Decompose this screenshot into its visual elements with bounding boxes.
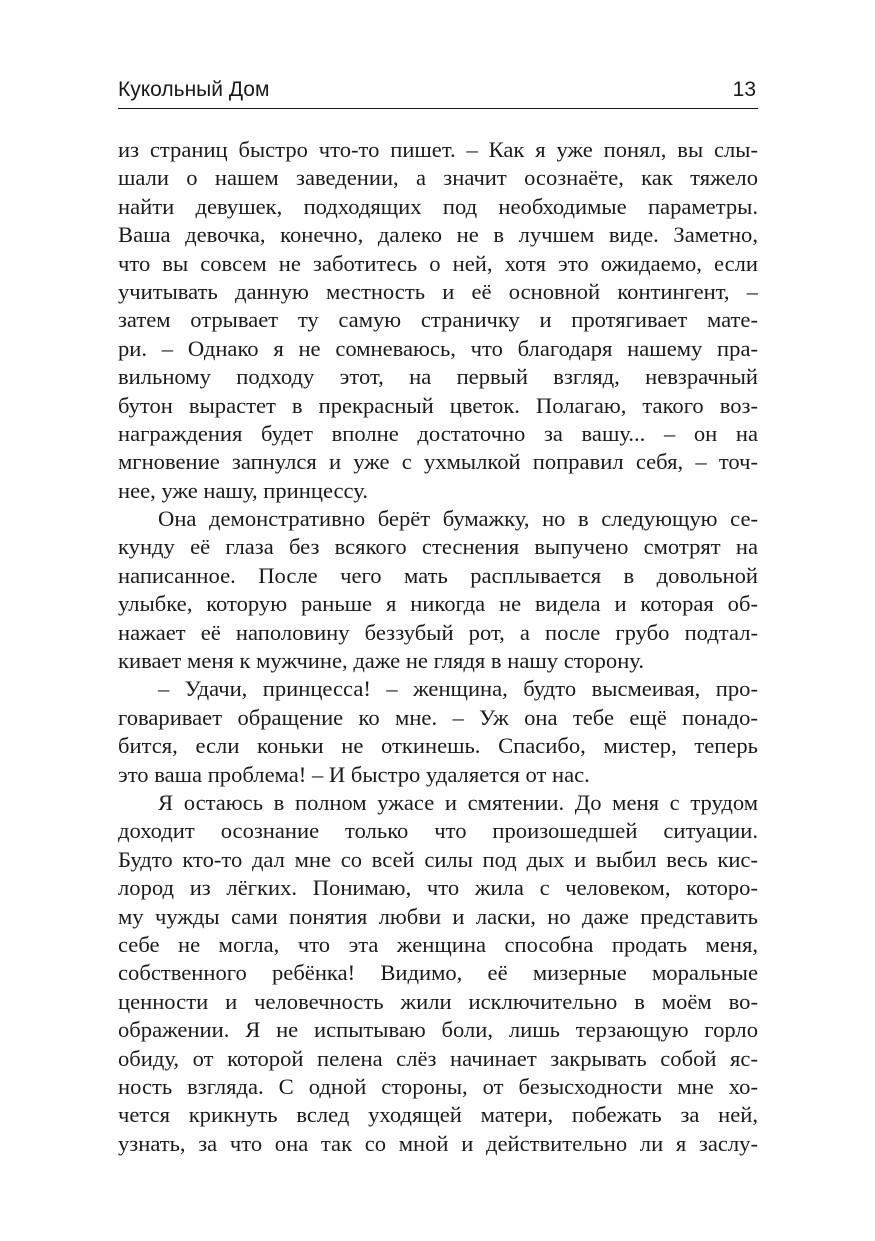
paragraph: [118, 789, 758, 1158]
text-line: чется крикнуть вслед уходящей матери, побежать за ней,: [118, 1102, 758, 1128]
text-line: вильному подходу этот, на первый взгляд, невзрачный: [118, 364, 758, 390]
text-line: шали о нашем заведении, а значит осознаёте, как тяжело: [118, 165, 758, 191]
text-line: улыбке, которую раньше я никогда не видела и которая об-: [118, 591, 758, 617]
text-line: написанное. После чего мать расплывается в довольной: [118, 562, 758, 588]
text-line: найти девушек, подходящих под необходимые параметры.: [118, 193, 758, 219]
text-line: учитывать данную местность и её основной контингент, –: [118, 278, 758, 304]
text-line: ность взгляда. С одной стороны, от безысходности мне хо-: [118, 1073, 758, 1099]
text-line: мгновение запнулся и уже с ухмылкой поправил себя, – точ-: [118, 449, 758, 475]
text-line: му чужды сами понятия любви и ласки, но даже представить: [118, 903, 758, 929]
text-line: ображении. Я не испытываю боли, лишь терзающую горло: [118, 1017, 758, 1043]
text-line: говаривает обращение ко мне. – Уж она тебе ещё понадо-: [118, 704, 758, 730]
text-line: узнать, за что она так со мной и действительно ли я заслу-: [118, 1130, 758, 1156]
text-line: – Удачи, принцесса! – женщина, будто высмеивая, про-: [158, 676, 758, 702]
text-line: Я остаюсь в полном ужасе и смятении. До меня с трудом: [158, 789, 758, 815]
text-line: собственного ребёнка! Видимо, её мизерные моральные: [118, 960, 758, 986]
text-line: Ваша девочка, конечно, далеко не в лучшем виде. Заметно,: [118, 222, 758, 248]
text-line: бится, если коньки не откинешь. Спасибо, мистер, теперь: [118, 733, 758, 759]
text-line: из страниц быстро что-то пишет. – Как я уже понял, вы слы-: [118, 137, 758, 162]
paragraph: [118, 505, 758, 675]
text-line: нажает её наполовину беззубый рот, а после грубо подтал-: [118, 619, 758, 645]
text-line: ценности и человечность жили исключительно в моём во-: [118, 988, 758, 1014]
running-header: [118, 78, 758, 110]
text-line: ри. – Однако я не сомневаюсь, что благодаря нашему пра-: [118, 335, 758, 361]
text-line: это ваша проблема! – И быстро удаляется от нас.: [118, 761, 590, 787]
text-line: награждения будет вполне достаточно за вашу... – он на: [118, 420, 758, 446]
text-line: Будто кто-то дал мне со всей силы под дых и выбил весь кис-: [118, 846, 758, 872]
header-divider: [118, 108, 758, 109]
text-line: доходит осознание только что произошедшей ситуации.: [118, 818, 758, 844]
text-line: затем отрывает ту самую страничку и протягивает мате-: [118, 307, 758, 333]
paragraph: [118, 136, 758, 505]
text-line: обиду, от которой пелена слёз начинает закрывать собой яс-: [118, 1045, 758, 1071]
book-title: Кукольный Дом: [118, 78, 270, 101]
text-line: бутон вырастет в прекрасный цветок. Полагаю, такого воз-: [118, 392, 758, 418]
text-line: что вы совсем не заботитесь о ней, хотя это ожидаемо, если: [118, 250, 758, 276]
text-line: кивает меня к мужчине, даже не глядя в нашу сторону.: [118, 648, 644, 674]
text-line: нее, уже нашу, принцессу.: [118, 477, 368, 503]
text-line: кунду её глаза без всякого стеснения выпучено смотрят на: [118, 534, 758, 560]
paragraph: [118, 675, 758, 789]
text-line: лород из лёгких. Понимаю, что жила с человеком, которо-: [118, 875, 758, 901]
text-line: себе не могла, что эта женщина способна продать меня,: [118, 931, 758, 957]
body-text: [118, 136, 758, 1158]
page-number: 13: [732, 78, 756, 101]
text-line: Она демонстративно берёт бумажку, но в следующую се-: [158, 506, 758, 532]
